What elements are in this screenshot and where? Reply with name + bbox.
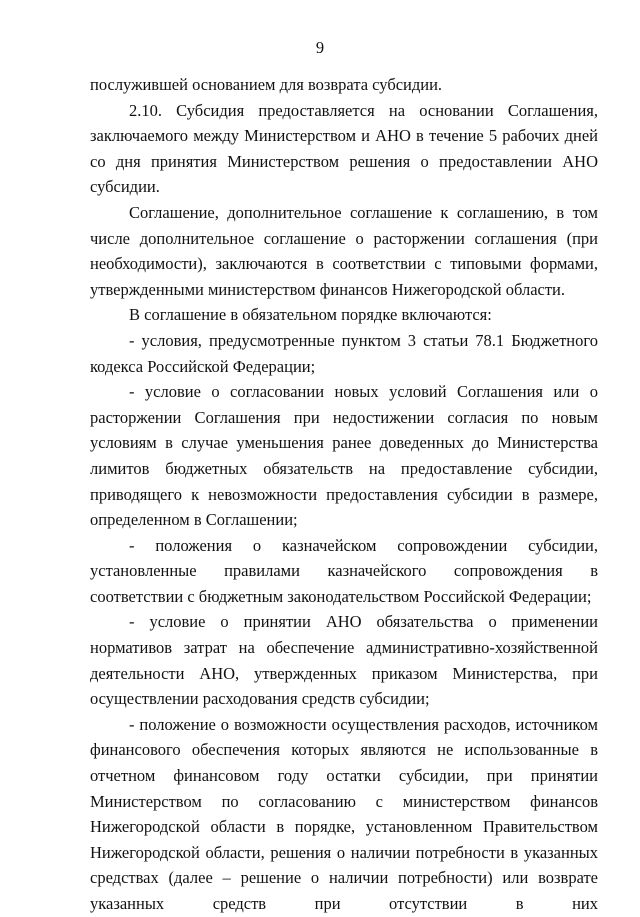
paragraph-clause-2-10: 2.10. Субсидия предоставляется на основании Соглашения, заключаемого между Министерством и АНО в течение 5 рабочих дней со дня принятия Министерством решения о предоставлении АНО субсидии. <box>90 100 598 197</box>
page-number: 9 <box>315 38 325 57</box>
paragraph-mandatory-terms-intro: В соглашение в обязательном порядке включаются: <box>129 305 492 325</box>
list-item-cost-norms: - условие о принятии АНО обязательства о применении нормативов затрат на обеспечение административно-хозяйственной деятельности АНО, утвержденных приказом Министерства, при осуществлении расходования средств субсидии; <box>90 612 598 709</box>
list-item-new-terms-agreement: - условие о согласовании новых условий Соглашения или о расторжении Соглашения при недостижении согласия по новым условиям в случае уменьшения ранее доведенных до Министерства лимитов бюджетных обязательств на предоставление субсидии, приводящего к невозможности предоставления субсидии в размере, определенном в Соглашении; <box>90 382 598 530</box>
list-item-budget-code-terms: - условия, предусмотренные пунктом 3 статьи 78.1 Бюджетного кодекса Российской Федерации; <box>90 330 598 376</box>
list-item-unused-balances: - положение о возможности осуществления расходов, источником финансового обеспечения которых являются не использованные в отчетном финансовом году остатки субсидии, при принятии Министерством по согласованию с министерством финансов Нижегородской области в порядке, установленном Правительством Нижегородской области, решения о наличии потребности в указанных средствах (далее – решение о наличии потребности) или возврате указанных средств при отсутствии в них <box>90 714 598 913</box>
document-body <box>90 72 598 917</box>
list-item-treasury-support: - положения о казначейском сопровождении субсидии, установленные правилами казначейского сопровождения в соответствии с бюджетным законодательством Российской Федерации; <box>90 535 598 606</box>
paragraph-continuation: послужившей основанием для возврата субсидии. <box>90 75 443 94</box>
paragraph-agreement-forms: Соглашение, дополнительное соглашение к соглашению, в том числе дополнительное соглашение о расторжении соглашения (при необходимости), заключаются в соответствии с типовыми формами, утвержденными министерством финансов Нижегородской области. <box>90 202 598 299</box>
